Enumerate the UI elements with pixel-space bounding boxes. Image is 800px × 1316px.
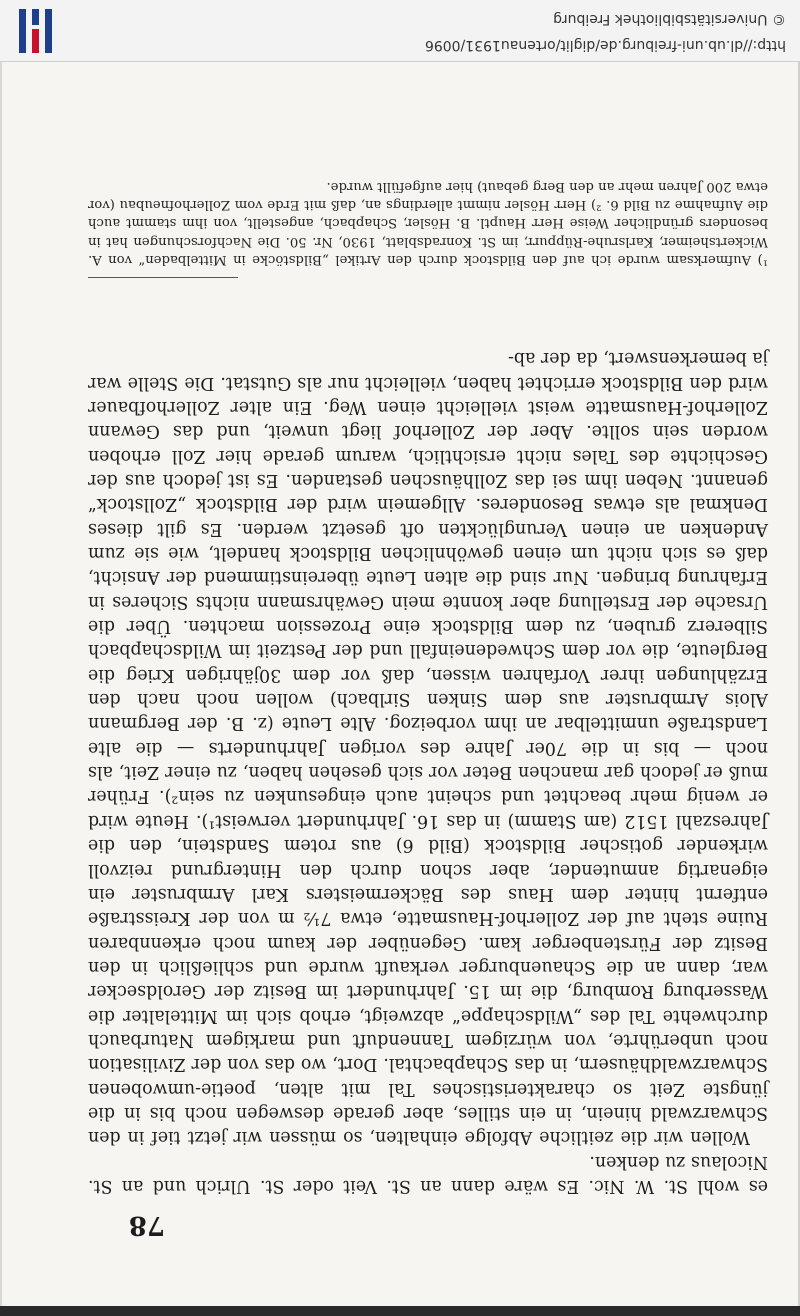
footnote-divider: [88, 277, 238, 278]
paragraph: Wollen wir die zeitliche Abfolge einhalten, so müssen wir jetzt tief in den Schwarzwald hinein, in ein stilles, aber gerade deswegen noch bis in die jüngste Zeit so charakteristisches Tal mit alten, poetie-umwobenen Schwarzwaldhäusern, in das Schapbachtal. Dort, wo das von der Zivilisation noch unberührte, von würzigem Tannenduft und markigem Naturbauch durchwehte Tal des „Wildschappe“ abzweigt, erhob sich im Mittelalter die Wasserburg Romburg, die im 15. Jahrhundert im Besitz der Geroldsecker war, dann an die Schauenburger verkauft wurde und schließlich in den Besitz der Fürstenberger kam. Gegenüber der kaum noch erkennbaren Ruine steht auf der Zollerhof-Hausmatte, etwa 7½ m von der Kreisstraße entfernt hinter dem Haus des Bäckermeisters Karl Armbruster ein eigenartig anmutender, aber schon durch den Hintergrund reizvoll wirkender gotischer Bildstock (Bild 6) aus rotem Sandstein, den die Jahreszahl 1512 (am Stamm) in das 16. Jahrhundert verweist¹). Heute wird er wenig mehr beachtet und scheint auch eingesunken zu sein²). Früher muß er jedoch gar manchen Beter vor sich gesehen haben, zu einer Zeit, als noch — bis in die 70er Jahre des vorigen Jahrhunderts — die alte Landstraße unmittelbar an ihm vorbeizog. Alte Leute (z. B. der Bergmann Alois Armbruster aus dem Sinken Sirlbach) wollen noch nach den Erzählungen ihrer Vorfahren wissen, daß vor dem 30jährigen Krieg die Bergleute, die vor dem Schwedeneinfall und der Pestzeit im Wildschapbach Silbererz gruben, zu dem Bildstock eine Prozession machten. Über die Ursache der Erstellung aber konnte mein Gewährsmann nichts Sicheres in Erfahrung bringen. Nur sind die alten Leute übereinstimmend der Ansicht, daß es sich nicht um einen gewöhnlichen Bildstock handelt, wie sie zum Andenken an einen Verunglückten oft gesetzt werden. Es gilt dieses Denkmal als etwas Besonderes. Allgemein wird der Bildstock „Zollstock“ genannt. Neben ihm sei das Zollhäuschen gestanden. Es ist jedoch aus der Geschichte des Tales nicht ersichtlich, warum gerade hier Zoll erhoben worden sein sollte. Aber der Zollerhof liegt unweit, und das Gewann Zollerhof-Hausmatte weist vielleicht einen Weg. Ein alter Zollerhofbauer wird den Bildstock errichtet haben, vielleicht nur als Gutstat. Die Stelle war ja bemerkenswert, da der ab-: [88, 348, 768, 1148]
body-text: [88, 346, 768, 1198]
footnote: ¹) Aufmerksam wurde ich auf den Bildstock durch den Artikel „Bildstöcke in Mittelbaden“ von A. Wickertsheimer, Karlsruhe-Rüppurr, im St. Konradsblatt, 1930, Nr. 50. Die Nachforschungen hat in besonders gründlicher Weise Herr Hauptl. B. Hösler, Schapbach, angestellt, von ihm stammt auch die Aufnahme zu Bild 6. ²) Herr Hösler nimmt allerdings an, daß mit Erde vom Zollerhofneubau (vor etwa 200 Jahren mehr an den Berg gebaut) hier aufgefüllt wurde.: [88, 178, 768, 267]
book-page: [0, 62, 800, 1306]
footnotes: [88, 177, 768, 268]
paragraph: es wohl St. W. Nic. Es wäre dann an St. Veit oder St. Ulrich und an St. Nicolaus zu denken.: [88, 1151, 768, 1196]
page-number: 78: [128, 1210, 165, 1240]
viewer-header: [0, 0, 800, 62]
copyright-notice: © Universitätsbibliothek Freiburg: [553, 11, 786, 27]
page-url[interactable]: http://dl.ub.uni-freiburg.de/diglit/ortenau1931/0096: [424, 37, 786, 53]
ub-freiburg-logo-icon[interactable]: [18, 9, 52, 53]
